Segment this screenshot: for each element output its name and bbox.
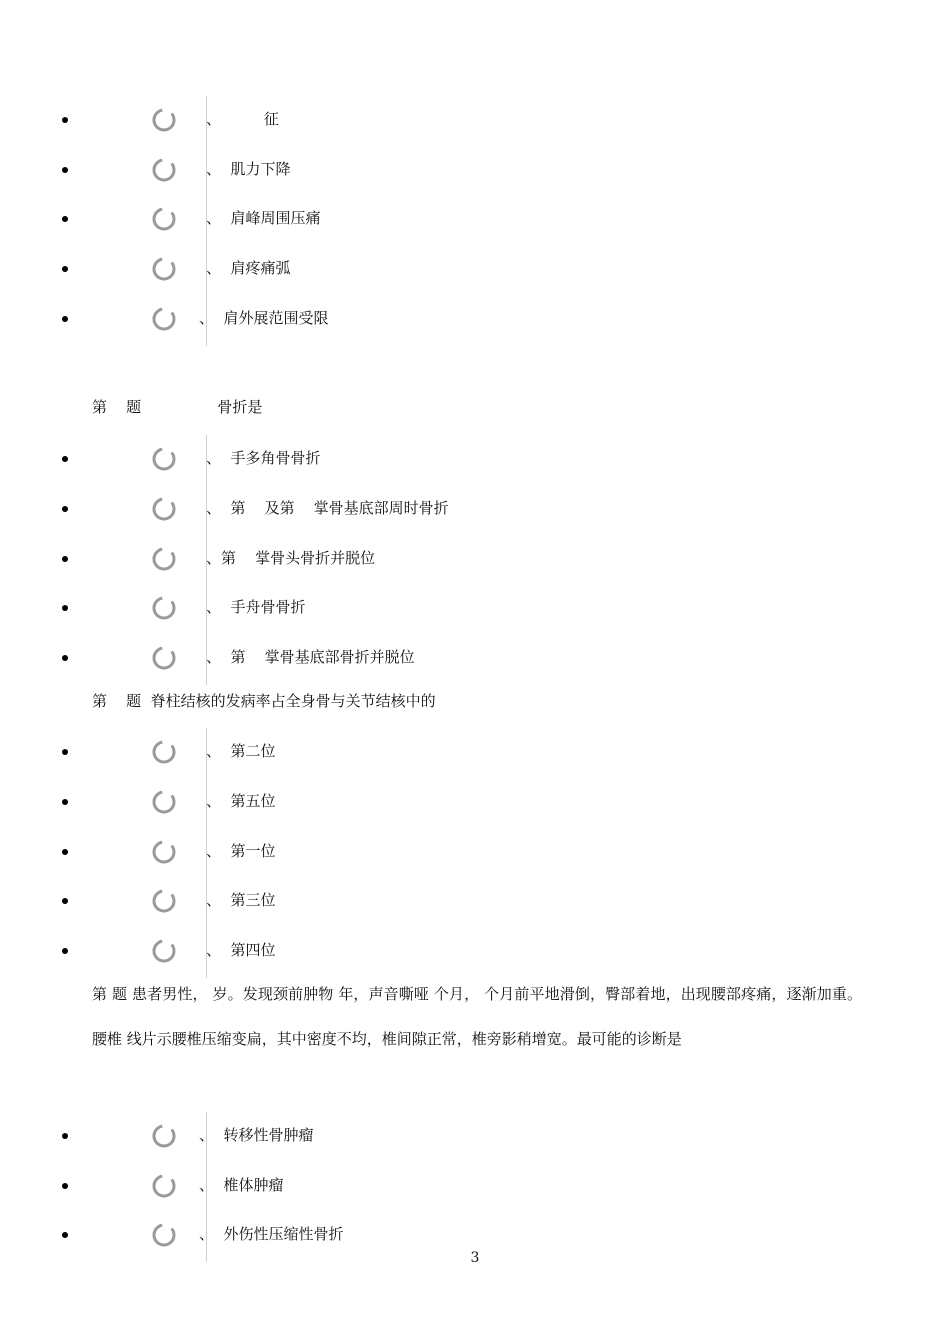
option-text: 、 转移性骨肿瘤 (199, 1126, 314, 1144)
option-row[interactable] (0, 595, 950, 625)
bullet-dot (62, 655, 68, 661)
radio-spinner-icon[interactable] (151, 1222, 177, 1248)
radio-spinner-icon[interactable] (151, 446, 177, 472)
radio-spinner-icon[interactable] (151, 938, 177, 964)
bullet-dot (62, 117, 68, 123)
option-text: 、 肌力下降 (206, 160, 291, 178)
option-row[interactable] (0, 546, 950, 576)
bullet-dot (62, 898, 68, 904)
option-row[interactable] (0, 446, 950, 476)
bullet-dot (62, 506, 68, 512)
option-row[interactable] (0, 256, 950, 286)
bullet-dot (62, 948, 68, 954)
bullet-dot (62, 799, 68, 805)
bullet-dot (62, 316, 68, 322)
option-row[interactable] (0, 739, 950, 769)
bullet-dot (62, 167, 68, 173)
option-text: 、第 掌骨头骨折并脱位 (206, 549, 376, 567)
option-row[interactable] (0, 839, 950, 869)
option-row[interactable] (0, 1222, 950, 1252)
radio-spinner-icon[interactable] (151, 496, 177, 522)
radio-spinner-icon[interactable] (151, 839, 177, 865)
option-text: 、 肩峰周围压痛 (206, 209, 321, 227)
option-row[interactable] (0, 107, 950, 137)
question-stem: 第 题 骨折是 (92, 398, 263, 416)
radio-spinner-icon[interactable] (151, 546, 177, 572)
radio-spinner-icon[interactable] (151, 1123, 177, 1149)
option-row[interactable] (0, 157, 950, 187)
radio-spinner-icon[interactable] (151, 739, 177, 765)
option-text: 、 第 掌骨基底部骨折并脱位 (206, 648, 415, 666)
bullet-dot (62, 1183, 68, 1189)
bullet-dot (62, 266, 68, 272)
bullet-dot (62, 216, 68, 222)
bullet-dot (62, 1232, 68, 1238)
option-text: 、 第一位 (206, 842, 276, 860)
option-row[interactable] (0, 789, 950, 819)
question-stem: 第 题 脊柱结核的发病率占全身骨与关节结核中的 (92, 692, 436, 710)
option-row[interactable] (0, 1173, 950, 1203)
option-text: 、 手舟骨骨折 (206, 598, 306, 616)
radio-spinner-icon[interactable] (151, 789, 177, 815)
option-text: 、 第四位 (206, 941, 276, 959)
radio-spinner-icon[interactable] (151, 306, 177, 332)
option-text: 、 外伤性压缩性骨折 (199, 1225, 344, 1243)
option-text: 、 第二位 (206, 742, 276, 760)
radio-spinner-icon[interactable] (151, 645, 177, 671)
option-row[interactable] (0, 306, 950, 336)
option-text: 、 手多角骨骨折 (206, 449, 321, 467)
radio-spinner-icon[interactable] (151, 1173, 177, 1199)
page-number: 3 (470, 1250, 480, 1266)
radio-spinner-icon[interactable] (151, 256, 177, 282)
option-row[interactable] (0, 645, 950, 675)
bullet-dot (62, 849, 68, 855)
bullet-dot (62, 1133, 68, 1139)
bullet-dot (62, 749, 68, 755)
bullet-dot (62, 605, 68, 611)
option-row[interactable] (0, 206, 950, 236)
option-row[interactable] (0, 938, 950, 968)
option-text: 、 第三位 (206, 891, 276, 909)
radio-spinner-icon[interactable] (151, 157, 177, 183)
option-text: 、 第五位 (206, 792, 276, 810)
option-row[interactable] (0, 496, 950, 526)
option-text: 、 第 及第 掌骨基底部周时骨折 (206, 499, 449, 517)
option-row[interactable] (0, 888, 950, 918)
radio-spinner-icon[interactable] (151, 206, 177, 232)
question-stem: 第 题 患者男性， 岁。发现颈前肿物 年，声音嘶哑 个月， 个月前平地滑倒，臀部着地，出现腰部疼痛，逐渐加重。腰椎 线片示腰椎压缩变扁，其中密度不均，椎间隙正常，椎旁影稍增宽。最可能的诊断是 (92, 985, 862, 1048)
radio-spinner-icon[interactable] (151, 888, 177, 914)
option-row[interactable] (0, 1123, 950, 1153)
option-text: 、 肩外展范围受限 (199, 309, 329, 327)
option-text: 、 征 (206, 110, 279, 128)
option-text: 、 肩疼痛弧 (206, 259, 291, 277)
radio-spinner-icon[interactable] (151, 107, 177, 133)
bullet-dot (62, 456, 68, 462)
radio-spinner-icon[interactable] (151, 595, 177, 621)
option-text: 、 椎体肿瘤 (199, 1176, 284, 1194)
bullet-dot (62, 556, 68, 562)
